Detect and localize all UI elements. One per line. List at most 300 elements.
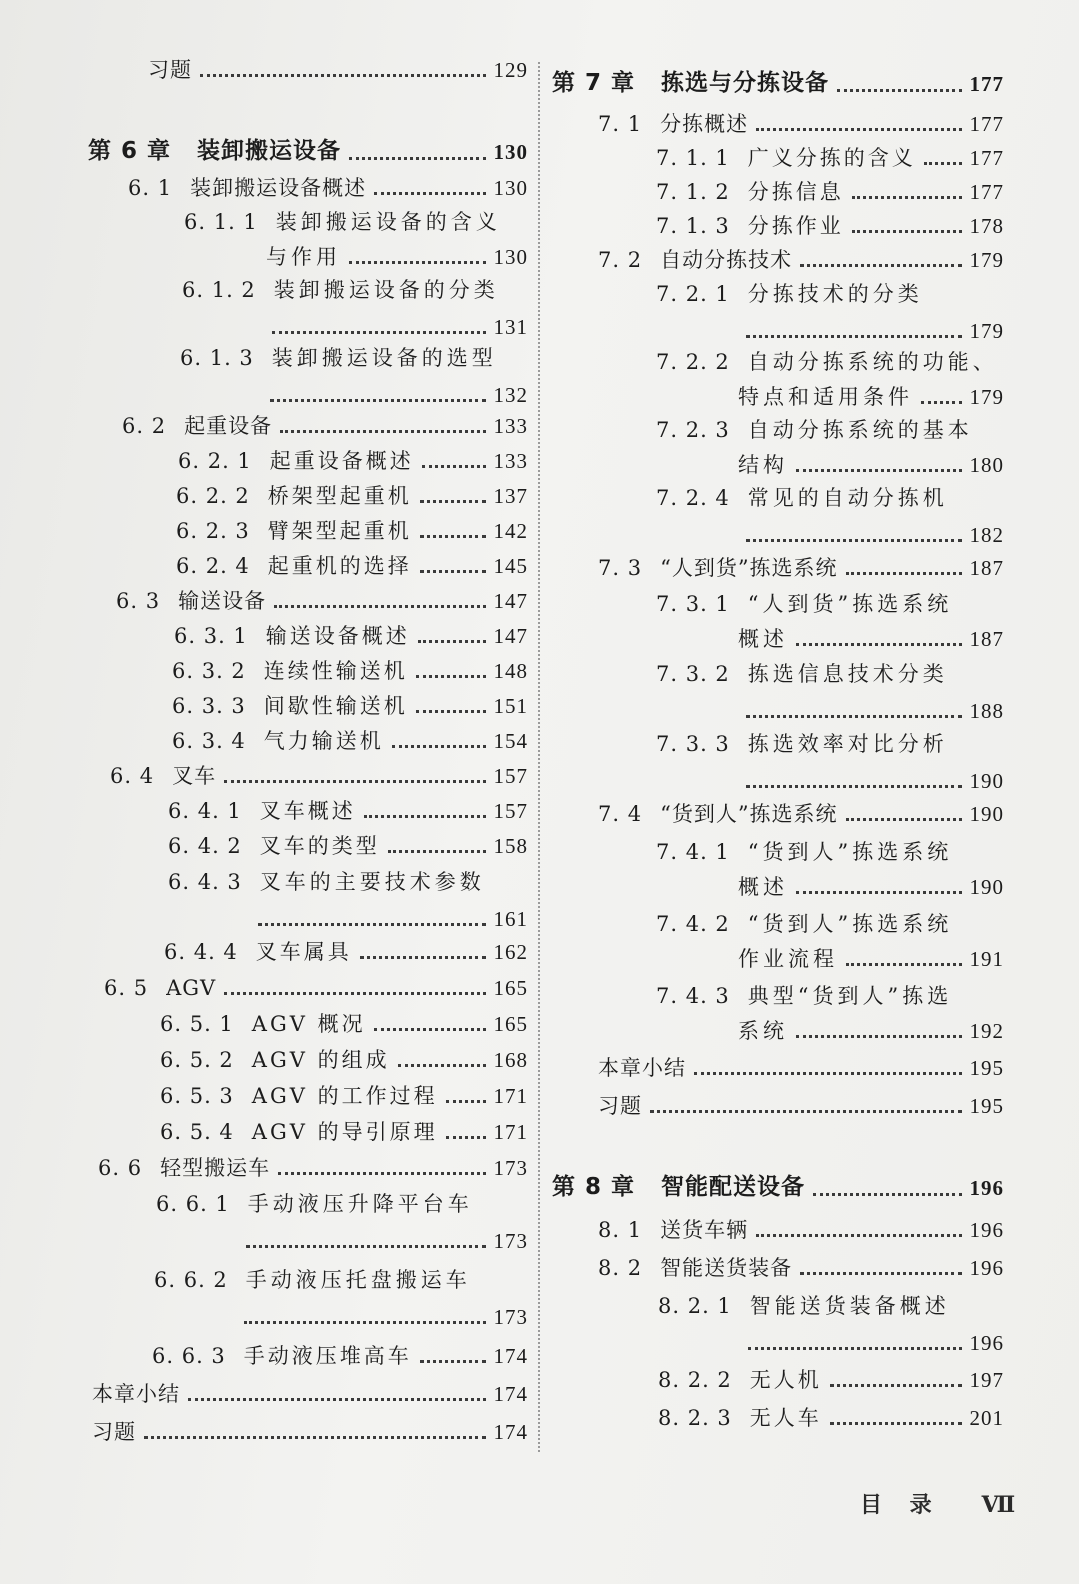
entry-title: “人到货”拣选系统 (660, 556, 838, 580)
entry-number: 6. 5. 2 (160, 1048, 234, 1072)
leader-dots (420, 535, 486, 538)
toc-entry-continuation (656, 947, 1004, 972)
toc-entry-line (164, 940, 528, 965)
toc-entry-continuation (658, 1331, 1004, 1356)
entry-number: 6. 3. 3 (172, 694, 246, 718)
toc-entry (658, 1406, 1004, 1431)
entry-page-number: 145 (493, 554, 528, 578)
entry-title: 输送设备 (178, 589, 267, 613)
toc-entry-line (92, 1420, 528, 1445)
leader-dots (796, 1035, 962, 1038)
leader-dots (846, 963, 962, 966)
entry-page-number: 161 (493, 907, 528, 932)
entry-page-number: 133 (493, 414, 528, 438)
entry-title: 起重设备 (184, 414, 273, 438)
entry-page-number: 131 (493, 315, 528, 340)
toc-entry (656, 282, 1004, 344)
leader-dots (244, 1321, 486, 1324)
entry-number: 6. 5. 3 (160, 1084, 234, 1108)
toc-entry (172, 659, 528, 684)
leader-dots (830, 1384, 962, 1387)
entry-title: 叉车的主要技术参数 (259, 870, 485, 894)
leader-dots (852, 196, 962, 199)
leader-dots (364, 815, 486, 818)
entry-page-number: 187 (969, 556, 1004, 580)
leader-dots (694, 1072, 962, 1075)
leader-dots (756, 128, 961, 131)
page-footer (860, 1488, 1015, 1519)
leader-dots (746, 715, 962, 718)
toc-entry (656, 418, 1004, 478)
toc-entry-continuation (656, 319, 1004, 344)
entry-number: 第 6 章 (88, 138, 172, 164)
entry-title: “人到货”拣选系统 (747, 592, 953, 616)
toc-entry-line (154, 1268, 528, 1293)
toc-entry-line (598, 248, 1004, 273)
leader-dots (746, 539, 962, 542)
entry-number: 7. 1. 2 (656, 180, 730, 204)
entry-title: 典型“货到人”拣选 (747, 984, 953, 1008)
entry-page-number: 177 (969, 112, 1004, 136)
entry-title: 拣选信息技术分类 (747, 662, 948, 686)
entry-page-number: 196 (969, 1256, 1004, 1280)
entry-page-number: 177 (969, 72, 1004, 97)
entry-page-number: 173 (493, 1305, 528, 1330)
entry-title: 习题 (148, 58, 192, 82)
toc-entry-continuation (656, 769, 1004, 794)
entry-page-number: 196 (969, 1331, 1004, 1356)
toc-entry (178, 449, 528, 474)
entry-title: 自动分拣系统的功能、 (747, 350, 998, 374)
toc-entry-line (658, 1368, 1004, 1393)
entry-title: 分拣概述 (660, 112, 749, 136)
leader-dots (796, 469, 962, 472)
toc-entry-line (658, 1294, 1004, 1319)
toc-entry-continuation (656, 875, 1004, 900)
toc-entry (656, 146, 1004, 171)
toc-entry (176, 554, 528, 579)
entry-page-number: 177 (969, 180, 1004, 204)
leader-dots (418, 640, 486, 643)
toc-entry-line (172, 729, 528, 754)
toc-entry-continuation (184, 245, 528, 270)
entry-title-continuation: 作业流程 (738, 947, 838, 972)
toc-entry (656, 214, 1004, 239)
entry-page-number: 196 (969, 1218, 1004, 1242)
entry-title: 本章小结 (598, 1056, 686, 1080)
leader-dots (374, 192, 485, 195)
entry-page-number: 137 (493, 484, 528, 508)
leader-dots (852, 230, 962, 233)
entry-number: 7. 2 (598, 248, 643, 272)
entry-number: 6. 4. 1 (168, 799, 242, 823)
entry-title: 轻型搬运车 (160, 1156, 271, 1180)
toc-entry (598, 1218, 1004, 1243)
toc-entry-line (160, 1048, 528, 1073)
entry-page-number: 154 (493, 729, 528, 753)
column-divider (538, 62, 540, 1452)
toc-entry-line (172, 659, 528, 684)
leader-dots (388, 850, 486, 853)
toc-entry (176, 484, 528, 509)
entry-page-number: 147 (493, 624, 528, 648)
entry-title-continuation: 概述 (738, 627, 788, 652)
leader-dots (756, 1234, 961, 1237)
entry-page-number: 191 (969, 947, 1004, 972)
toc-entry-line (598, 1056, 1004, 1081)
leader-dots (224, 992, 485, 995)
entry-number: 6. 3. 2 (172, 659, 246, 683)
entry-number: 6. 2. 4 (176, 554, 250, 578)
entry-number: 8. 2. 1 (658, 1294, 732, 1318)
entry-page-number: 192 (969, 1019, 1004, 1044)
entry-page-number: 151 (493, 694, 528, 718)
toc-entry (168, 834, 528, 859)
toc-entry-line (656, 282, 1004, 307)
entry-number: 6. 2. 1 (178, 449, 252, 473)
entry-page-number: 182 (969, 523, 1004, 548)
entry-page-number: 132 (493, 383, 528, 408)
leader-dots (422, 465, 486, 468)
entry-number: 6. 4. 3 (168, 870, 242, 894)
toc-entry-line (182, 278, 528, 303)
toc-entry (160, 1084, 528, 1109)
toc-entry (168, 799, 528, 824)
entry-page-number: 157 (493, 799, 528, 823)
toc-entry-line (104, 976, 528, 1001)
toc-entry-line (598, 1094, 1004, 1119)
entry-number: 6. 4. 2 (168, 834, 242, 858)
leader-dots (420, 500, 486, 503)
leader-dots (846, 818, 962, 821)
toc-entry-continuation (180, 383, 528, 408)
toc-entry (180, 346, 528, 408)
entry-title-continuation: 结构 (738, 453, 788, 478)
entry-title: 手动液压升降平台车 (247, 1192, 473, 1216)
entry-title-continuation: 概述 (738, 875, 788, 900)
leader-dots (416, 675, 486, 678)
entry-number: 8. 2. 2 (658, 1368, 732, 1392)
entry-number: 7. 1. 1 (656, 146, 730, 170)
entry-title: 叉车 (172, 764, 217, 788)
entry-title: 桥架型起重机 (267, 484, 412, 508)
leader-dots (274, 605, 485, 608)
entry-page-number: 190 (969, 802, 1004, 826)
entry-page-number: 174 (493, 1382, 528, 1406)
toc-entry-line (168, 799, 528, 824)
leader-dots (446, 1100, 486, 1103)
leader-dots (258, 923, 486, 926)
entry-number: 6. 5. 1 (160, 1012, 234, 1036)
toc-entry (174, 624, 528, 649)
entry-page-number: 188 (969, 699, 1004, 724)
toc-entry-line (92, 1382, 528, 1407)
toc-entry-line (128, 176, 528, 201)
leader-dots (830, 1422, 962, 1425)
toc-entry (656, 180, 1004, 205)
toc-entry (598, 802, 1004, 827)
entry-number: 7. 2. 1 (656, 282, 730, 306)
leader-dots (748, 1347, 962, 1350)
toc-entry (656, 912, 1004, 972)
toc-entry-line (160, 1012, 528, 1037)
entry-page-number: 162 (493, 940, 528, 964)
entry-number: 第 8 章 (552, 1174, 636, 1200)
leader-dots (272, 331, 486, 334)
entry-title: 叉车属具 (255, 940, 352, 964)
entry-number: 6. 6 (98, 1156, 143, 1180)
toc-entry (98, 1156, 528, 1181)
footer-page-number: Ⅶ (981, 1492, 1016, 1518)
entry-title: 智能送货装备 (660, 1256, 793, 1280)
entry-number: 6. 6. 3 (152, 1344, 226, 1368)
toc-entry-line (658, 1406, 1004, 1431)
entry-title: 装卸搬运设备的分类 (273, 278, 499, 302)
entry-number: 6. 2. 3 (176, 519, 250, 543)
entry-page-number: 197 (969, 1368, 1004, 1392)
entry-page-number: 158 (493, 834, 528, 858)
toc-entry-line (656, 180, 1004, 205)
entry-number: 6. 6. 2 (154, 1268, 228, 1292)
leader-dots (188, 1398, 486, 1401)
toc-entry-continuation (656, 699, 1004, 724)
leader-dots (349, 261, 486, 264)
entry-number: 6. 1. 2 (182, 278, 256, 302)
leader-dots (921, 401, 962, 404)
toc-entry-continuation (656, 453, 1004, 478)
toc-entry-line (656, 350, 1004, 375)
toc-entry (128, 176, 528, 201)
entry-title: 输送设备概述 (265, 624, 410, 648)
toc-entry (160, 1120, 528, 1145)
entry-page-number: 148 (493, 659, 528, 683)
leader-dots (846, 572, 962, 575)
footer-label: 目 录 (860, 1493, 942, 1518)
entry-number: 6. 1. 1 (184, 210, 258, 234)
chapter-heading (552, 1174, 1004, 1202)
entry-number: 6. 1. 3 (180, 346, 254, 370)
entry-title: 拣选与分拣设备 (661, 70, 830, 96)
entry-page-number: 129 (493, 58, 528, 82)
leader-dots (420, 1360, 486, 1363)
leader-dots (224, 780, 485, 783)
toc-entry-line (156, 1192, 528, 1217)
entry-title: AGV 的导引原理 (251, 1120, 438, 1144)
entry-title: 间歇性输送机 (263, 694, 408, 718)
leader-dots (270, 399, 486, 402)
toc-entry-continuation (168, 907, 528, 932)
toc-entry-continuation (656, 1019, 1004, 1044)
leader-dots (200, 74, 486, 77)
toc-entry-continuation (656, 385, 1004, 410)
entry-number: 8. 2. 3 (658, 1406, 732, 1430)
toc-entry-continuation (656, 627, 1004, 652)
entry-number: 7. 3. 3 (656, 732, 730, 756)
entry-title: “货到人”拣选系统 (747, 912, 953, 936)
toc-entry (656, 732, 1004, 794)
leader-dots (398, 1064, 486, 1067)
entry-title: AGV 的组成 (251, 1048, 390, 1072)
entry-title: 气力输送机 (263, 729, 384, 753)
toc-entry (110, 764, 528, 789)
entry-page-number: 187 (969, 627, 1004, 652)
toc-entry-line (180, 346, 528, 371)
entry-page-number: 190 (969, 769, 1004, 794)
entry-page-number: 196 (969, 1176, 1004, 1201)
entry-page-number: 180 (969, 453, 1004, 478)
toc-entry-continuation (156, 1229, 528, 1254)
toc-entry-continuation (182, 315, 528, 340)
toc-entry-line (116, 589, 528, 614)
entry-page-number: 165 (493, 1012, 528, 1036)
toc-entry-line (172, 694, 528, 719)
leader-dots (246, 1245, 486, 1248)
toc-entry (176, 519, 528, 544)
toc-entry (92, 1382, 528, 1407)
toc-entry (182, 278, 528, 340)
toc-entry-continuation (656, 523, 1004, 548)
entry-title: 叉车的类型 (259, 834, 380, 858)
entry-title: 自动分拣技术 (660, 248, 793, 272)
entry-title: 无人车 (749, 1406, 822, 1430)
toc-entry (172, 729, 528, 754)
toc-entry-line (160, 1084, 528, 1109)
entry-page-number: 173 (493, 1156, 528, 1180)
toc-entry (658, 1294, 1004, 1356)
toc-entry-line (656, 732, 1004, 757)
entry-page-number: 157 (493, 764, 528, 788)
chapter-heading (552, 70, 1004, 98)
entry-number: 6. 2. 2 (176, 484, 250, 508)
entry-title: 智能配送设备 (661, 1174, 806, 1200)
entry-title: 拣选效率对比分析 (747, 732, 948, 756)
entry-title: 手动液压托盘搬运车 (245, 1268, 471, 1292)
toc-entry (154, 1268, 528, 1330)
toc-entry-line (174, 624, 528, 649)
toc-entry-line (160, 1120, 528, 1145)
entry-page-number: 201 (969, 1406, 1004, 1430)
entry-title: 起重设备概述 (269, 449, 414, 473)
entry-title: AGV (166, 976, 217, 1000)
entry-title: “货到人”拣选系统 (747, 840, 953, 864)
toc-entry (148, 58, 528, 83)
entry-title: 装卸搬运设备概述 (190, 176, 367, 200)
entry-number: 7. 4. 2 (656, 912, 730, 936)
entry-page-number: 179 (969, 385, 1004, 410)
toc-entry-line (598, 556, 1004, 581)
toc-entry-continuation (154, 1305, 528, 1330)
leader-dots (420, 570, 486, 573)
entry-page-number: 133 (493, 449, 528, 473)
toc-entry-line (148, 58, 528, 83)
entry-page-number: 171 (493, 1120, 528, 1144)
toc-entry (160, 1012, 528, 1037)
leader-dots (924, 162, 962, 165)
toc-entry (598, 112, 1004, 137)
toc-entry (164, 940, 528, 965)
entry-title: 分拣作业 (747, 214, 844, 238)
entry-number: 6. 4. 4 (164, 940, 238, 964)
toc-entry-line (176, 519, 528, 544)
entry-title-continuation: 特点和适用条件 (738, 385, 913, 410)
entry-page-number: 190 (969, 875, 1004, 900)
toc-entry (156, 1192, 528, 1254)
entry-title-continuation: 系统 (738, 1019, 788, 1044)
entry-title: 广义分拣的含义 (747, 146, 916, 170)
toc-entry-line (656, 662, 1004, 687)
toc-entry-line (656, 214, 1004, 239)
entry-page-number: 130 (493, 245, 528, 270)
leader-dots (392, 745, 486, 748)
toc-entry (598, 1056, 1004, 1081)
leader-dots (280, 430, 485, 433)
entry-number: 6. 2 (122, 414, 167, 438)
entry-page-number: 173 (493, 1229, 528, 1254)
leader-dots (416, 710, 486, 713)
entry-number: 7. 2. 2 (656, 350, 730, 374)
entry-page-number: 179 (969, 319, 1004, 344)
toc-entry (656, 486, 1004, 548)
entry-page-number: 171 (493, 1084, 528, 1108)
entry-page-number: 130 (493, 176, 528, 200)
toc-entry-line (656, 146, 1004, 171)
toc-entry-line (656, 592, 1004, 617)
leader-dots (796, 643, 962, 646)
toc-entry-line (98, 1156, 528, 1181)
leader-dots (650, 1110, 962, 1113)
entry-title: 分拣信息 (747, 180, 844, 204)
toc-entry-line (598, 112, 1004, 137)
toc-entry (552, 70, 1004, 98)
chapter-heading (88, 138, 528, 166)
toc-entry (656, 984, 1004, 1044)
entry-page-number: 174 (493, 1420, 528, 1444)
leader-dots (800, 1272, 961, 1275)
entry-number: 7. 3. 1 (656, 592, 730, 616)
entry-title: 手动液压堆高车 (243, 1344, 412, 1368)
entry-number: 7. 1 (598, 112, 643, 136)
toc-entry (184, 210, 528, 270)
toc-entry (104, 976, 528, 1001)
entry-number: 6. 3. 4 (172, 729, 246, 753)
toc-entry (168, 870, 528, 932)
toc-entry-line (178, 449, 528, 474)
entry-title: 常见的自动分拣机 (747, 486, 948, 510)
toc-entry (598, 556, 1004, 581)
entry-title: 自动分拣系统的基本 (747, 418, 973, 442)
entry-title: 智能送货装备概述 (749, 1294, 950, 1318)
toc-entry-line (656, 912, 1004, 937)
toc-entry (598, 248, 1004, 273)
toc-entry (152, 1344, 528, 1369)
entry-number: 6. 5. 4 (160, 1120, 234, 1144)
toc-entry (92, 1420, 528, 1445)
toc-entry-line (110, 764, 528, 789)
leader-dots (796, 891, 962, 894)
leader-dots (278, 1172, 485, 1175)
entry-page-number: 142 (493, 519, 528, 543)
entry-title: 送货车辆 (660, 1218, 749, 1242)
entry-title: 装卸搬运设备的选型 (271, 346, 497, 370)
toc-entry-line (656, 486, 1004, 511)
entry-title: 连续性输送机 (263, 659, 408, 683)
entry-number: 7. 4. 1 (656, 840, 730, 864)
entry-number: 7. 2. 3 (656, 418, 730, 442)
toc-entry (88, 138, 528, 166)
entry-page-number: 168 (493, 1048, 528, 1072)
entry-number: 6. 3 (116, 589, 161, 613)
entry-number: 6. 1 (128, 176, 173, 200)
